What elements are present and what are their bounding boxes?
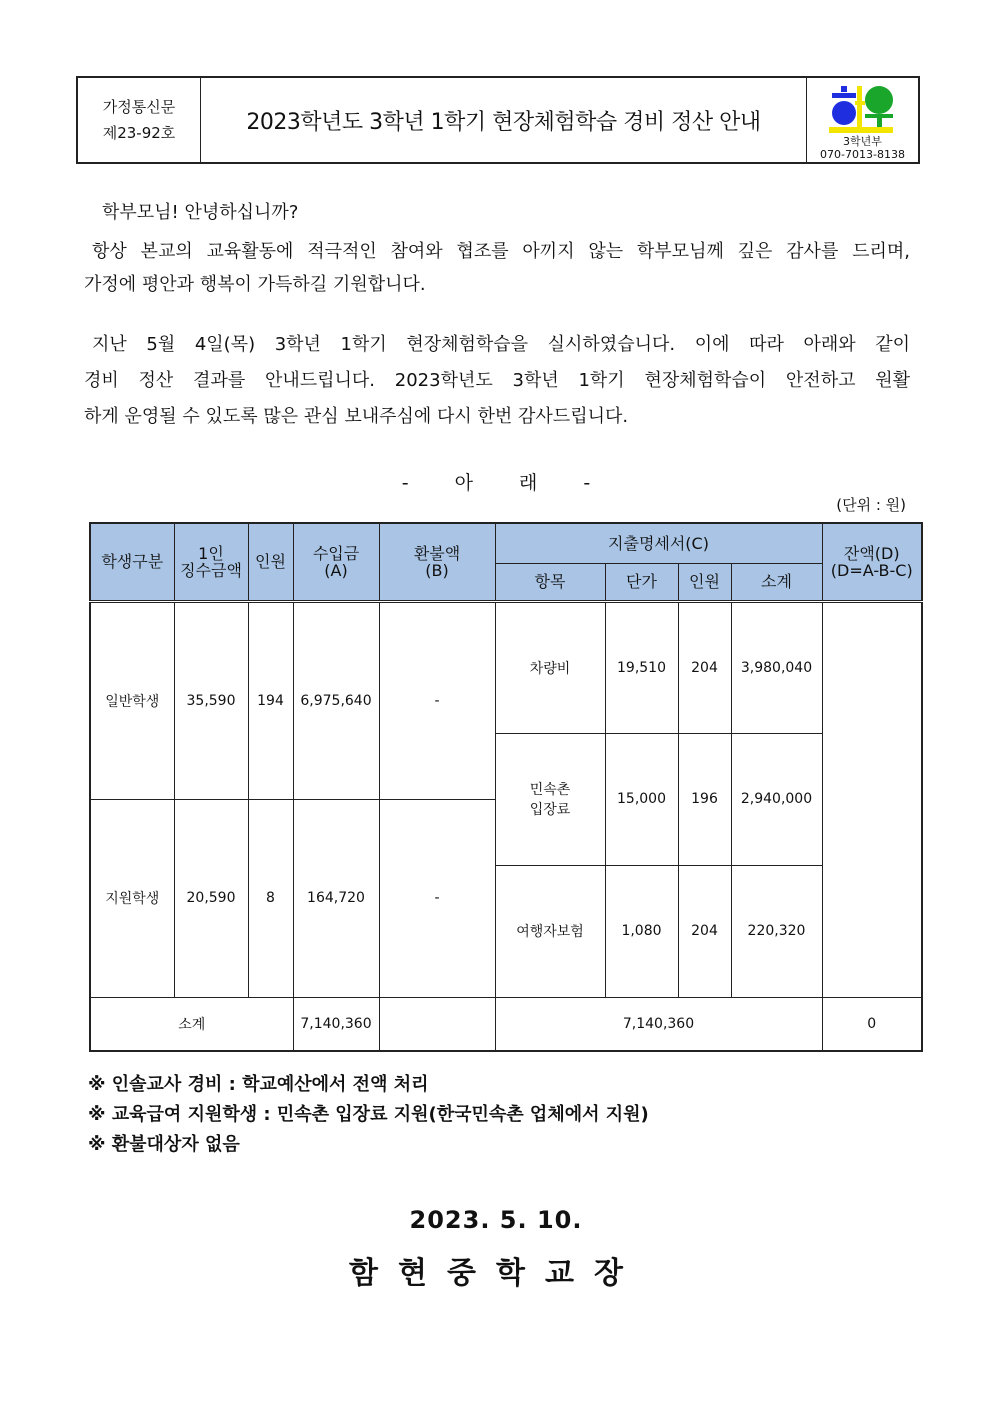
signer: 함현중학교장 <box>349 1256 643 1291</box>
doc-number-cell <box>78 78 201 162</box>
student-fee: 35,590 <box>174 601 248 799</box>
logo-cell <box>806 78 918 162</box>
header-count: 인원 <box>248 523 293 601</box>
header-per-person-line2: 징수금액 <box>180 560 242 580</box>
document-header <box>76 76 920 164</box>
header-refund <box>379 523 495 601</box>
header-balance-line1: 잔액(D) <box>843 543 900 563</box>
total-row <box>90 997 922 1051</box>
student-type: 일반학생 <box>90 601 174 799</box>
header-item: 항목 <box>495 563 605 601</box>
doc-type: 가정통신문 <box>102 98 176 116</box>
student-fee: 20,590 <box>174 799 248 997</box>
expense-price: 19,510 <box>605 601 678 733</box>
total-income: 7,140,360 <box>293 997 379 1051</box>
expense-count: 196 <box>678 733 731 865</box>
greeting: 학부모님! 안녕하십니까? <box>102 202 299 223</box>
header-refund-line1: 환불액 <box>413 543 461 563</box>
table-row <box>90 601 922 733</box>
paragraph2-line3: 하게 운영될 수 있도록 많은 관심 보내주심에 다시 한번 감사드립니다. <box>84 406 629 427</box>
balance-cell <box>822 601 922 997</box>
expense-subtotal: 2,940,000 <box>731 733 822 865</box>
expense-item-line2: 입장료 <box>529 802 571 818</box>
header-subtotal: 소계 <box>731 563 822 601</box>
header-student-type: 학생구분 <box>90 523 174 601</box>
student-refund: - <box>379 601 495 799</box>
header-expense: 지출명세서(C) <box>495 523 822 563</box>
note-no-refund: ※ 환불대상자 없음 <box>88 1134 240 1155</box>
student-count: 8 <box>248 799 293 997</box>
total-expense: 7,140,360 <box>495 997 822 1051</box>
header-per-person-line1: 1인 <box>198 543 224 563</box>
student-refund: - <box>379 799 495 997</box>
student-type: 지원학생 <box>90 799 174 997</box>
notice-title: - 아 래 - <box>401 472 591 494</box>
expense-subtotal: 220,320 <box>731 865 822 997</box>
total-refund <box>379 997 495 1051</box>
expense-count: 204 <box>678 865 731 997</box>
header-unit-price: 단가 <box>605 563 678 601</box>
expense-item-line1: 민속촌 <box>529 782 571 798</box>
paragraph1-line1: 항상 본교의 교육활동에 적극적인 참여와 협조를 아끼지 않는 학부모님께 깊은 감사를 드리며, <box>92 241 910 262</box>
paragraph2-line1: 지난 5월 4일(목) 3학년 1학기 현장체험학습을 실시하였습니다. 이에 따라 아래와 같이 <box>92 334 910 355</box>
total-balance: 0 <box>822 997 922 1051</box>
student-income: 6,975,640 <box>293 601 379 799</box>
expense-price: 1,080 <box>605 865 678 997</box>
header-refund-line2: (B) <box>425 560 449 580</box>
paragraph2-line2: 경비 정산 결과를 안내드립니다. 2023학년도 3학년 1학기 현장체험학습이 안전하고 원활 <box>84 370 910 391</box>
expense-item: 여행자보험 <box>495 865 605 997</box>
logo-dept: 3학년부 <box>843 135 882 148</box>
logo-phone: 070-7013-8138 <box>820 148 905 161</box>
header-balance-line2: (D=A-B-C) <box>830 560 913 580</box>
note-support-students: ※ 교육급여 지원학생 : 민속촌 입장료 지원(한국민속촌 업체에서 지원) <box>88 1104 649 1125</box>
header-income <box>293 523 379 601</box>
total-label: 소계 <box>90 997 293 1051</box>
expense-price: 15,000 <box>605 733 678 865</box>
expense-table <box>89 522 923 1052</box>
document-date: 2023. 5. 10. <box>409 1206 583 1234</box>
header-income-line1: 수입금 <box>312 543 360 563</box>
header-income-line2: (A) <box>324 560 348 580</box>
table-header-row <box>90 523 922 563</box>
student-income: 164,720 <box>293 799 379 997</box>
expense-subtotal: 3,980,040 <box>731 601 822 733</box>
student-count: 194 <box>248 601 293 799</box>
note-teacher-expense: ※ 인솔교사 경비 : 학교예산에서 전액 처리 <box>88 1074 429 1095</box>
header-balance <box>822 523 922 601</box>
school-logo-icon <box>827 83 899 135</box>
header-exp-count: 인원 <box>678 563 731 601</box>
header-per-person-fee <box>174 523 248 601</box>
expense-item: 차량비 <box>495 601 605 733</box>
paragraph1-line2: 가정에 평안과 행복이 가득하길 기원합니다. <box>84 274 426 295</box>
unit-label: (단위 : 원) <box>836 496 906 514</box>
doc-number: 제23-92호 <box>102 124 176 142</box>
expense-count: 204 <box>678 601 731 733</box>
expense-item <box>495 733 605 865</box>
document-title: 2023학년도 3학년 1학기 현장체험학습 경비 정산 안내 <box>246 109 761 135</box>
